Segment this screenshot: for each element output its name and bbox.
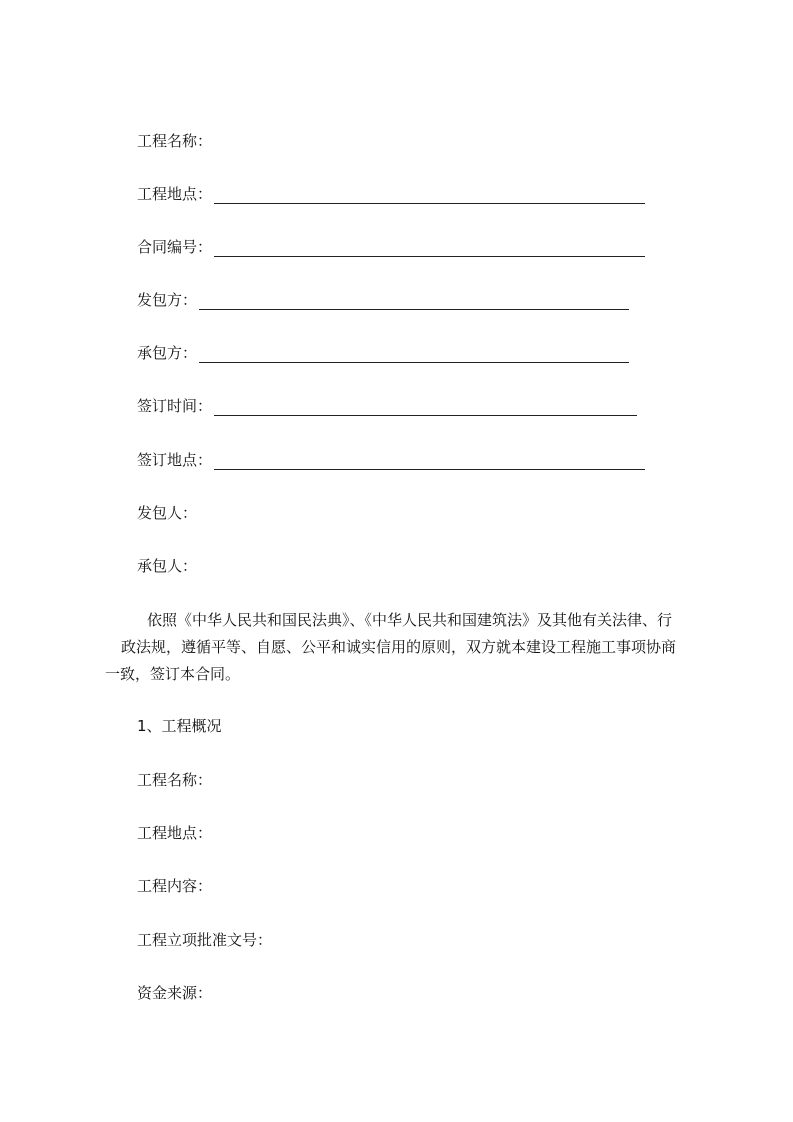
contract-no-blank[interactable] [214,242,645,257]
contractor-person-row [137,556,197,576]
sign-place-row [137,450,645,470]
s1-project-content: 工程内容： [137,877,213,895]
sign-time-row [137,396,637,416]
contractor-text: 承包方： [137,344,198,362]
employer-blank[interactable] [199,295,629,310]
employer-row [137,290,629,310]
project-location-blank[interactable] [214,189,645,204]
sign-place-text: 签订地点： [137,451,213,469]
intro-line-1: 依照《中华人民共和国民法典》、《中华人民共和国建筑法》及其他有关法律、行 [147,611,673,629]
contractor-blank[interactable] [199,348,629,363]
contractor-person-text: 承包人： [137,557,198,575]
section-1-heading: 1、工程概况 [137,717,222,735]
s1-approval-no: 工程立项批准文号： [137,931,273,949]
project-location-row [137,184,645,204]
employer-text: 发包方： [137,291,198,309]
sign-place-blank[interactable] [214,455,645,470]
contract-no-row [137,237,645,257]
s1-fund-source: 资金来源： [137,984,213,1002]
project-name-label [137,131,212,151]
sign-time-blank[interactable] [214,401,637,416]
contractor-row [137,343,629,363]
s1-project-name: 工程名称： [137,771,213,789]
employer-person-row [137,503,197,523]
s1-project-location: 工程地点： [137,824,213,842]
project-name-text: 工程名称： [137,132,213,150]
intro-line-3: 一致，签订本合同。 [105,665,241,683]
employer-person-text: 发包人： [137,504,198,522]
project-location-text: 工程地点： [137,185,213,203]
intro-line-2: 政法规，遵循平等、自愿、公平和诚实信用的原则，双方就本建设工程施工事项协商 [121,638,677,656]
contract-no-text: 合同编号： [137,238,213,256]
sign-time-text: 签订时间： [137,397,213,415]
